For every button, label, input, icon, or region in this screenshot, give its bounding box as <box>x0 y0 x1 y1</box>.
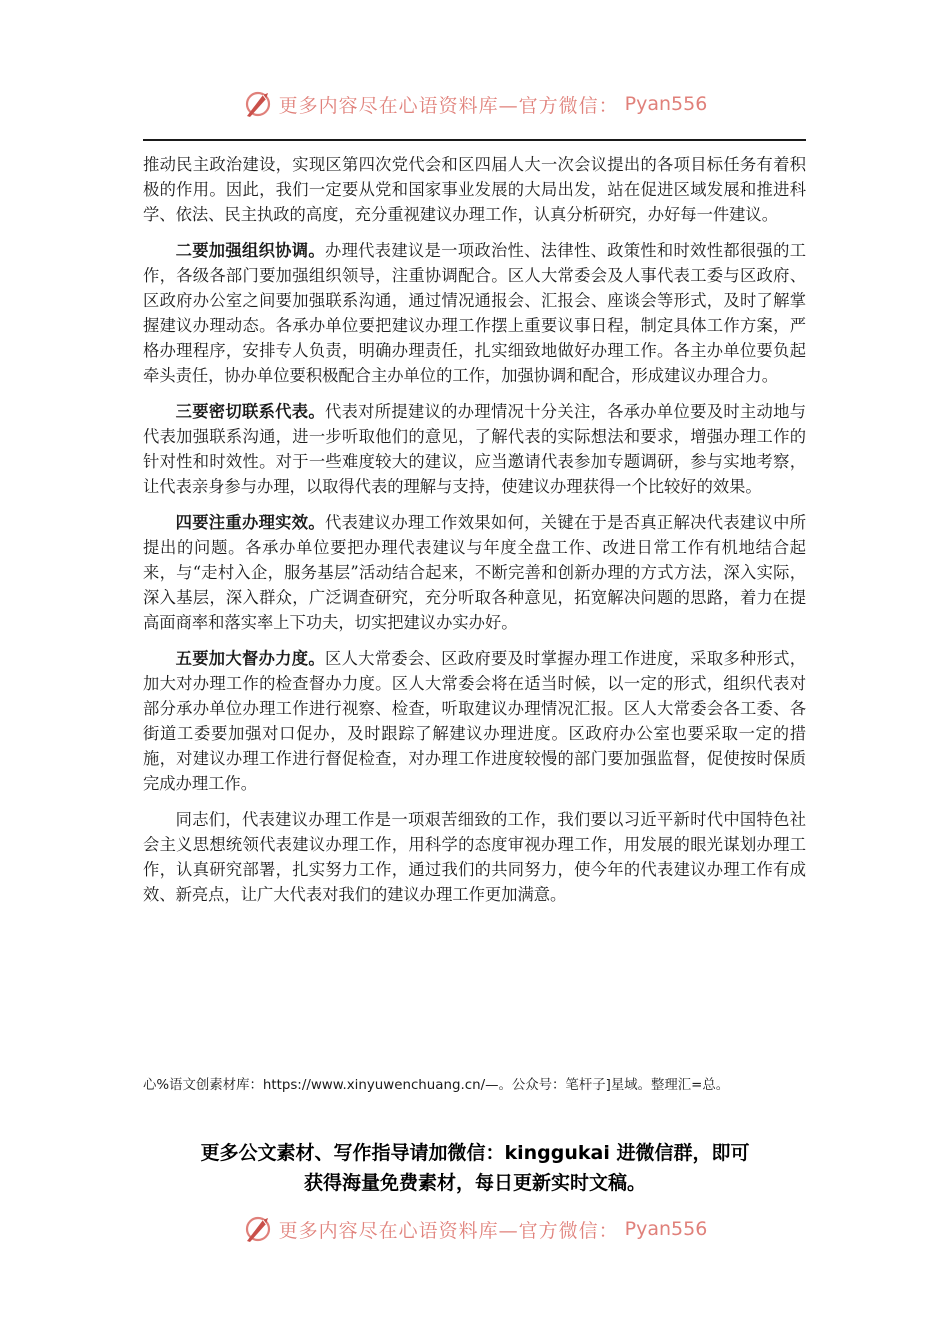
paragraph-point-three <box>143 399 806 499</box>
footer-banner-text: 更多内容尽在心语资料库—官方微信： <box>278 1219 619 1242</box>
paragraph-continued: 推动民主政治建设，实现区第四次党代会和区四届人大一次会议提出的各项目标任务有着积极的作用。因此，我们一定要从党和国家事业发展的大局出发，站在促进区域发展和推进科学、依法、民主执政的高度，充分重视建议办理工作，认真分析研究，办好每一件建议。 <box>143 155 806 224</box>
footer-banner <box>0 1207 950 1251</box>
footer-banner-wechat-id: Pyan556 <box>624 1218 708 1240</box>
point-three-heading: 三要密切联系代表。 <box>175 402 325 421</box>
point-four-heading: 四要注重办理实效。 <box>175 513 325 532</box>
point-two-text: 办理代表建议是一项政治性、法律性、政策性和时效性都很强的工作，各级各部门要加强组织领导，注重协调配合。区人大常委会及人事代表工委与区政府、区政府办公室之间要加强联系沟通，通过情况通报会、汇报会、座谈会等形式，及时了解掌握建议办理动态。各承办单位要把建议办理工作摆上重要议事日程，制定具体工作方案，严格办理程序，安排专人负责，明确办理责任，扎实细致地做好办理工作。各主办单位要负起牵头责任，协办单位要积极配合主办单位的工作，加强协调和配合，形成建议办理合力。 <box>143 241 806 385</box>
header-banner-wechat-id: Pyan556 <box>624 93 708 115</box>
paragraph-closing: 同志们，代表建议办理工作是一项艰苦细致的工作，我们要以习近平新时代中国特色社会主义思想统领代表建议办理工作，用科学的态度审视办理工作，用发展的眼光谋划办理工作，认真研究部署，扎实努力工作，通过我们的共同努力，使今年的代表建议办理工作有成效、新亮点，让广大代表对我们的建议办理工作更加满意。 <box>143 810 806 904</box>
quill-logo-icon <box>243 89 273 119</box>
source-attribution: 心%语文创素材库：https://www.xinyuwenchuang.cn/—。公众号：笔杆子]星域。整理汇=总。 <box>143 1078 730 1093</box>
paragraph-point-two <box>143 238 806 388</box>
point-three-text: 代表对所提建议的办理情况十分关注，各承办单位要及时主动地与代表加强联系沟通，进一步听取他们的意见，了解代表的实际想法和要求，增强办理工作的针对性和时效性。对于一些难度较大的建议，应当邀请代表参加专题调研，参与实地考察，让代表亲身参与办理，以取得代表的理解与支持，使建议办理获得一个比较好的效果。 <box>143 402 806 496</box>
header-banner-text: 更多内容尽在心语资料库—官方微信： <box>278 94 619 117</box>
paragraph-point-four <box>143 510 806 635</box>
document-body <box>143 152 806 918</box>
promo-line-1: 更多公文素材、写作指导请加微信：kinggukai 进微信群，即可 <box>200 1142 750 1164</box>
paragraph-point-five <box>143 646 806 796</box>
promo-notice <box>130 1138 820 1198</box>
quill-logo-icon <box>243 1214 273 1244</box>
point-two-heading: 二要加强组织协调。 <box>175 241 325 260</box>
promo-line-2: 获得海量免费素材，每日更新实时文稿。 <box>303 1172 646 1194</box>
point-four-text: 代表建议办理工作效果如何，关键在于是否真正解决代表建议中所提出的问题。各承办单位要把办理代表建议与年度全盘工作、改进日常工作有机地结合起来，与“走村入企，服务基层”活动结合起来，不断完善和创新办理的方式方法，深入实际，深入基层，深入群众，广泛调查研究，充分听取各种意见，拓宽解决问题的思路，着力在提高面商率和落实率上下功夫，切实把建议办实办好。 <box>143 513 806 632</box>
header-banner <box>0 82 950 126</box>
header-divider <box>143 139 806 141</box>
point-five-text: 区人大常委会、区政府要及时掌握办理工作进度，采取多种形式，加大对办理工作的检查督办力度。区人大常委会将在适当时候，以一定的形式，组织代表对部分承办单位办理工作进行视察、检查，听取建议办理情况汇报。区人大常委会各工委、各街道工委要加强对口促办，及时跟踪了解建议办理进度。区政府办公室也要采取一定的措施，对建议办理工作进行督促检查，对办理工作进度较慢的部门要加强监督，促使按时保质完成办理工作。 <box>143 649 806 793</box>
point-five-heading: 五要加大督办力度。 <box>175 649 325 668</box>
